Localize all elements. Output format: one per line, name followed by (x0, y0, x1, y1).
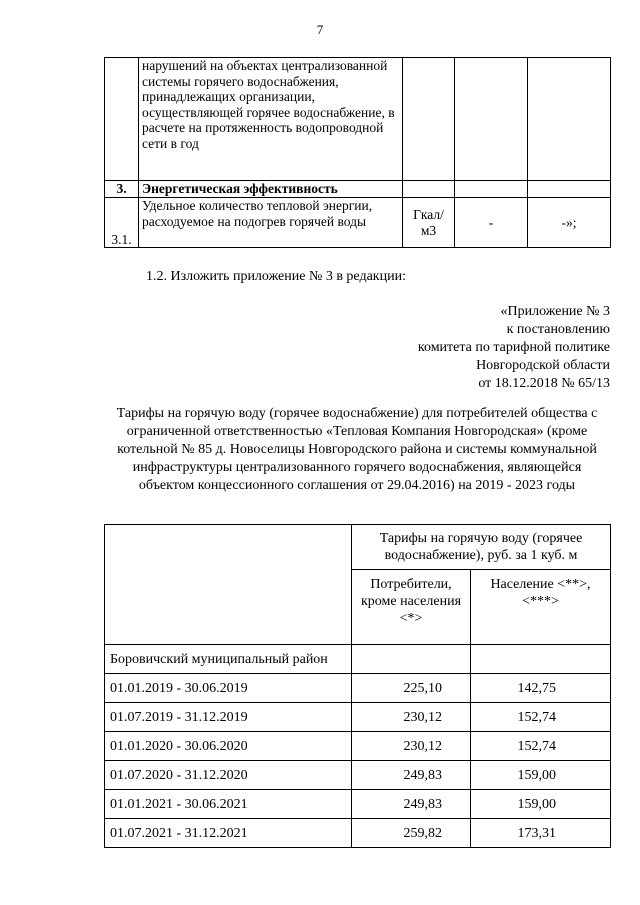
table-row (105, 819, 611, 848)
header-main: Тарифы на горячую воду (горячее водоснабжение), руб. за 1 куб. м (352, 525, 611, 570)
value-cell (455, 58, 528, 181)
indicator-text: Удельное количество тепловой энергии, расходуемое на подогрев горячей воды (139, 198, 403, 248)
consumers-value: 259,82 (352, 819, 471, 848)
table-row (105, 198, 611, 248)
row-number: 3. (105, 181, 139, 198)
value-cell: -»; (528, 198, 611, 248)
indicator-text: нарушений на объектах централизованной системы горячего водоснабжения, принадлежащих организации, осуществляющей горячее водоснабжение, в расчете на протяженность водопроводной сети в год (139, 58, 403, 181)
period-cell: 01.07.2019 - 31.12.2019 (105, 703, 352, 732)
population-value: 173,31 (471, 819, 611, 848)
table-header-row (105, 525, 611, 570)
unit-cell (403, 58, 455, 181)
empty-cell (471, 645, 611, 674)
appendix-line: от 18.12.2018 № 65/13 (478, 376, 610, 391)
empty-cell (352, 645, 471, 674)
appendix-line: к постановлению (506, 322, 610, 337)
consumers-value: 225,10 (352, 674, 471, 703)
period-cell: 01.01.2021 - 30.06.2021 (105, 790, 352, 819)
value-cell: - (455, 198, 528, 248)
period-cell: 01.01.2019 - 30.06.2019 (105, 674, 352, 703)
page-number: 7 (316, 22, 324, 37)
section-title: Энергетическая эффективность (139, 181, 403, 198)
consumers-value: 230,12 (352, 703, 471, 732)
consumers-value: 249,83 (352, 790, 471, 819)
population-value: 159,00 (471, 761, 611, 790)
population-value: 159,00 (471, 790, 611, 819)
unit-cell (403, 181, 455, 198)
row-number: 3.1. (105, 198, 139, 248)
consumers-value: 249,83 (352, 761, 471, 790)
population-value: 152,74 (471, 732, 611, 761)
appendix-line: «Приложение № 3 (500, 304, 610, 319)
period-cell: 01.07.2021 - 31.12.2021 (105, 819, 352, 848)
document-title: Тарифы на горячую воду (горячее водоснабжение) для потребителей общества с ограниченной ответственностью «Тепловая Компания Новгородская» (кроме котельной № 85 д. Новоселицы Новгородского района и системы коммунальной инфраструктуры централизованного горячего водоснабжения, являющейся объектом концессионного соглашения от 29.04.2016) на 2019 - 2023 годы (116, 406, 598, 493)
tariffs-table (104, 524, 611, 848)
row-number (105, 58, 139, 181)
population-value: 152,74 (471, 703, 611, 732)
header-population: Население <**>, <***> (471, 570, 611, 645)
table-row (105, 761, 611, 790)
value-cell (528, 58, 611, 181)
table-row (105, 58, 611, 181)
period-cell: 01.01.2020 - 30.06.2020 (105, 732, 352, 761)
section-row (105, 645, 611, 674)
header-consumers: Потребители, кроме населения <*> (352, 570, 471, 645)
table-row (105, 732, 611, 761)
change-text: 1.2. Изложить приложение № 3 в редакции: (146, 269, 406, 284)
table-row (105, 703, 611, 732)
appendix-header (418, 303, 610, 393)
unit-cell: Гкал/ м3 (403, 198, 455, 248)
period-cell: 01.07.2020 - 31.12.2020 (105, 761, 352, 790)
consumers-value: 230,12 (352, 732, 471, 761)
value-cell (528, 181, 611, 198)
table-row (105, 674, 611, 703)
appendix-line: комитета по тарифной политике (417, 340, 610, 355)
value-cell (455, 181, 528, 198)
section-label: Боровичский муниципальный район (105, 645, 352, 674)
appendix-line: Новгородской области (476, 358, 610, 373)
population-value: 142,75 (471, 674, 611, 703)
table-row (105, 790, 611, 819)
indicators-table (104, 57, 611, 248)
table-row (105, 181, 611, 198)
empty-header-cell (105, 525, 352, 645)
